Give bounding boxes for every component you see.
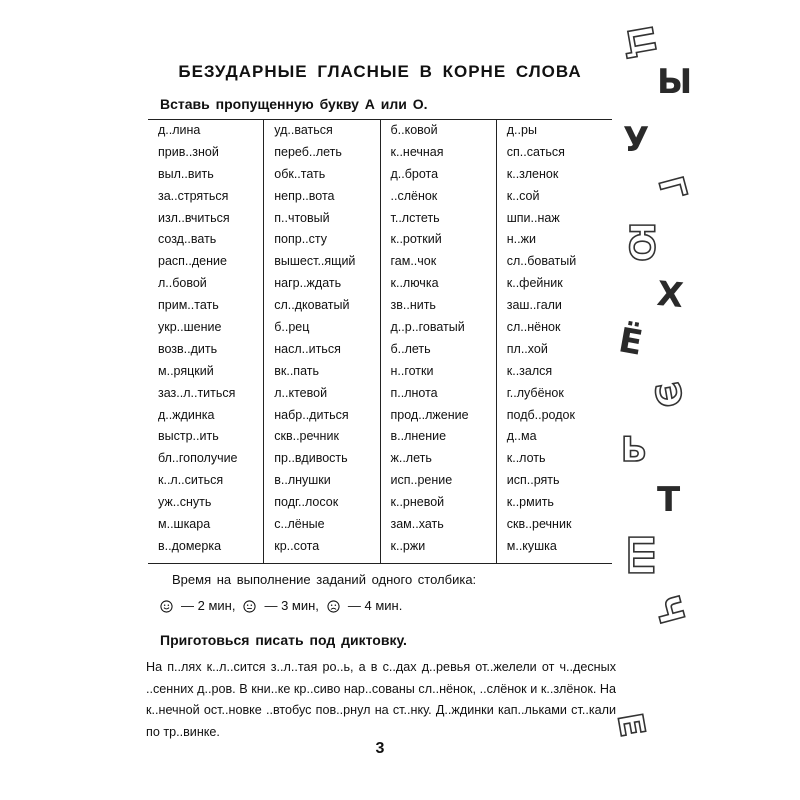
word-cell: д..ма — [506, 429, 537, 444]
word-cell: к..фейник — [506, 276, 563, 291]
decorative-letter: Г — [649, 172, 694, 204]
word-cell: к..ржи — [390, 538, 426, 553]
time-item-text: — 4 мин. — [347, 598, 403, 613]
word-cell: подг..лосок — [274, 495, 339, 510]
word-cell: шпи..наж — [506, 210, 560, 225]
word-cell: бл..гополучие — [158, 451, 238, 466]
page-title: БЕЗУДАРНЫЕ ГЛАСНЫЕ В КОРНЕ СЛОВА — [178, 62, 582, 81]
word-cell: м..шкара — [158, 517, 211, 532]
dictation-text: На п..лях к..л..сится з..л..тая ро..ь, а в с..дах д..ревья от..желели от ч..десных ..сенних д..ров. В кни..ке кр..сиво нар..сованы сл..нёнок, ..слёнок и к..злёнок. На к..нечной ост..новке ..втобус пов..рнул на ст..нку. Д..ждинки кап..льками ст..кали по тр..винке. — [146, 660, 616, 739]
word-cell: м..ряцкий — [158, 363, 214, 378]
word-cell: сл..дковатый — [274, 298, 350, 313]
word-cell: прод..лжение — [390, 407, 469, 422]
exercise-instruction: Вставь пропущенную букву А или О. — [160, 96, 428, 112]
word-cell: л..бовой — [158, 276, 207, 291]
word-cell: выстр..ить — [158, 429, 219, 444]
word-cell: в..домерка — [158, 538, 222, 553]
word-cell: д..ждинка — [158, 407, 215, 422]
word-cell: к..рмить — [506, 495, 554, 510]
neutral-face-icon — [243, 600, 256, 613]
time-legend — [160, 598, 410, 613]
word-cell: сл..нёнок — [506, 320, 561, 335]
word-cell: изл..вчиться — [158, 210, 230, 225]
word-cell: вышест..ящий — [274, 254, 356, 269]
word-cell: к..нечная — [390, 144, 444, 159]
word-column-4 — [497, 120, 612, 563]
word-cell: заш..гали — [506, 298, 562, 313]
word-cell: б..рец — [274, 320, 310, 335]
word-cell: б..ковой — [390, 123, 438, 137]
word-cell: расп..дение — [158, 254, 227, 269]
word-cell: скв..речник — [506, 517, 572, 532]
decorative-letter: Ш — [620, 533, 661, 577]
word-cell: прив..зной — [158, 144, 219, 159]
word-cell: укр..шение — [158, 320, 222, 335]
decorative-letter: У — [623, 120, 650, 160]
word-cell: н..готки — [390, 363, 434, 378]
word-cell: н..жи — [506, 232, 536, 247]
word-cell: к..роткий — [390, 232, 442, 247]
word-cell: д..брота — [390, 166, 439, 181]
decorative-letter: Ч — [645, 591, 692, 629]
time-note: Время на выполнение заданий одного столбика: — [172, 572, 477, 587]
word-cell: м..кушка — [506, 538, 557, 553]
word-cell: к..зался — [506, 363, 553, 378]
word-cell: д..р..говатый — [390, 320, 465, 335]
word-column-3 — [381, 120, 497, 563]
decorative-letter: Т — [657, 480, 681, 520]
decorative-letter: Ё — [615, 320, 646, 364]
word-cell: сп..саться — [506, 144, 565, 159]
time-item-smile — [160, 598, 235, 613]
word-cell: к..сой — [506, 188, 540, 203]
word-cell: т..лстеть — [390, 210, 440, 225]
decorative-letter: Х — [655, 273, 685, 317]
word-cell: в..лнушки — [274, 473, 331, 488]
word-cell: скв..речник — [274, 429, 339, 444]
word-cell: к..лючка — [390, 276, 439, 291]
word-cell: переб..леть — [274, 144, 342, 159]
word-cell: ..слёнок — [390, 188, 438, 203]
word-cell: возв..дить — [158, 341, 218, 356]
word-cell: за..стряться — [158, 188, 229, 203]
word-cell: исп..рять — [506, 473, 560, 488]
word-cell: ж..леть — [390, 451, 432, 466]
word-cell: попр..сту — [274, 232, 328, 247]
time-item-sad — [327, 598, 402, 613]
word-cell: в..лнение — [390, 429, 447, 444]
dictation-heading: Приготовься писать под диктовку. — [160, 632, 407, 648]
decorative-letter: Ц — [618, 22, 664, 62]
word-cell: выл..вить — [158, 166, 214, 181]
decorative-letter: Ь — [621, 430, 647, 470]
word-cell: п..лнота — [390, 385, 438, 400]
decorative-letter: Ы — [657, 62, 693, 102]
word-cell: исп..рение — [390, 473, 453, 488]
word-cell: к..рневой — [390, 495, 445, 510]
word-cell: пл..хой — [506, 341, 548, 356]
smile-face-icon — [160, 600, 173, 613]
word-cell: уд..ваться — [274, 123, 333, 137]
word-cell: подб..родок — [506, 407, 575, 422]
word-cell: заз..л..титься — [158, 385, 236, 400]
sad-face-icon — [327, 600, 340, 613]
word-cell: сл..боватый — [506, 254, 577, 269]
word-column-1 — [148, 120, 264, 563]
word-cell: к..лоть — [506, 451, 546, 466]
word-grid — [148, 119, 612, 564]
word-cell: зам..хать — [390, 517, 444, 532]
word-cell: пр..вдивость — [274, 451, 348, 466]
decorative-letter: Ю — [620, 222, 661, 262]
word-cell: г..лубёнок — [506, 385, 564, 400]
word-cell: нагр..ждать — [274, 276, 342, 291]
word-cell: уж..снуть — [158, 495, 212, 510]
word-cell: прим..тать — [158, 298, 219, 313]
word-cell: зв..нить — [390, 298, 436, 313]
word-cell: с..лёные — [274, 517, 325, 532]
word-cell: непр..вота — [274, 188, 335, 203]
word-cell: вк..пать — [274, 363, 319, 378]
word-cell: набр..диться — [274, 407, 349, 422]
time-item-neutral — [243, 598, 318, 613]
decorative-letter: Э — [645, 379, 690, 411]
word-cell: к..зленок — [506, 166, 559, 181]
word-cell: кр..сота — [274, 538, 320, 553]
word-cell: обк..тать — [274, 166, 326, 181]
word-cell: д..лина — [158, 123, 201, 137]
word-column-2 — [264, 120, 380, 563]
word-cell: насл..иться — [274, 341, 341, 356]
word-cell: б..леть — [390, 341, 431, 356]
decorative-letters — [608, 0, 715, 800]
word-cell: к..л..ситься — [158, 473, 224, 488]
time-item-text: — 3 мин, — [264, 598, 319, 613]
decorative-letter: Е — [608, 710, 653, 740]
word-cell: созд..вать — [158, 232, 217, 247]
word-cell: л..ктевой — [274, 385, 328, 400]
word-cell: гам..чок — [390, 254, 437, 269]
time-item-text: — 2 мин, — [181, 598, 236, 613]
page-number: 3 — [375, 740, 385, 757]
word-cell: д..ры — [506, 123, 537, 137]
word-cell: п..чтовый — [274, 210, 330, 225]
